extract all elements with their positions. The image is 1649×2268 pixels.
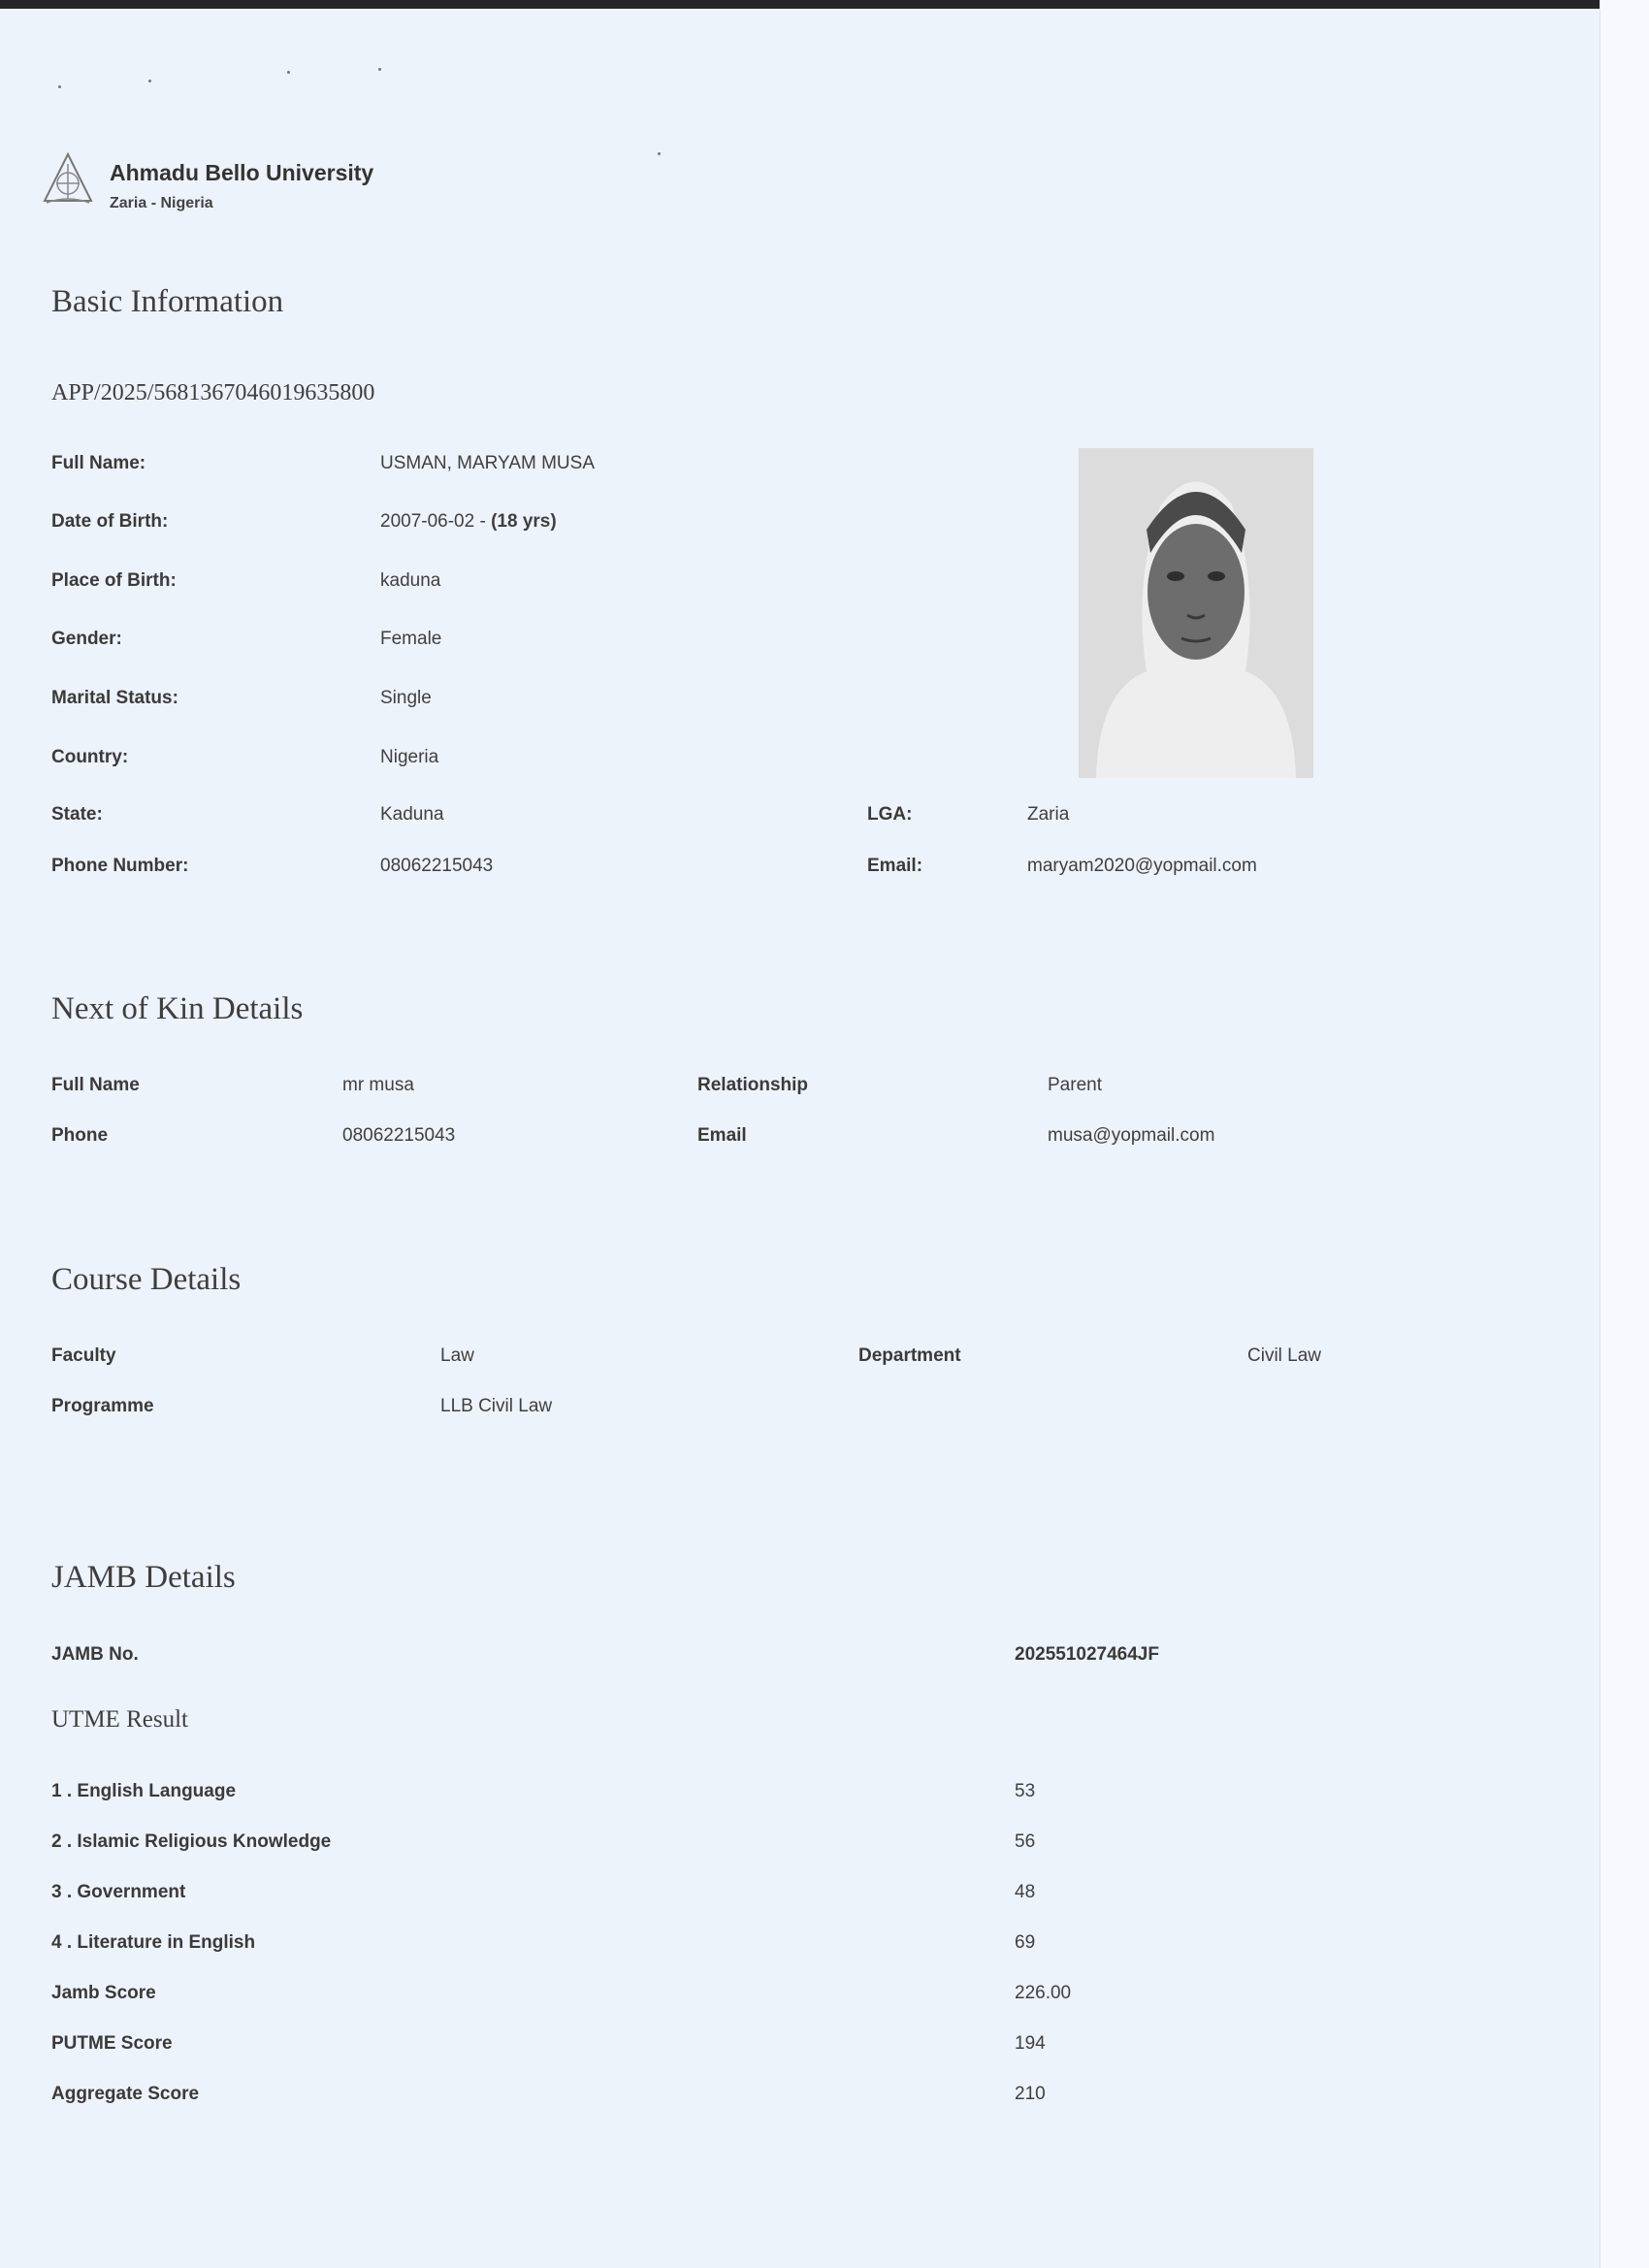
subject-label: 1 . English Language	[51, 1781, 237, 1801]
university-crest-icon	[39, 150, 97, 209]
lga-value: Zaria	[1027, 804, 1070, 825]
country-value: Nigeria	[380, 747, 439, 767]
marital-status-label: Marital Status:	[51, 688, 178, 708]
scan-speck	[287, 71, 290, 74]
subject-label: 3 . Government	[51, 1882, 186, 1902]
subject-score: 48	[1015, 1882, 1036, 1902]
kin-name-value: mr musa	[342, 1075, 414, 1095]
jamb-number-value: 202551027464JF	[1015, 1644, 1159, 1665]
phone-label: Phone Number:	[51, 856, 189, 876]
putme-score-value: 194	[1015, 2033, 1046, 2054]
portrait-silhouette-icon	[1079, 448, 1313, 778]
next-of-kin-heading: Next of Kin Details	[51, 991, 304, 1026]
kin-name-label: Full Name	[51, 1075, 140, 1095]
aggregate-score-label: Aggregate Score	[51, 2084, 200, 2104]
university-location: Zaria - Nigeria	[110, 195, 213, 211]
subject-score: 69	[1015, 1932, 1036, 1953]
subject-label: 4 . Literature in English	[51, 1932, 256, 1953]
kin-relationship-label: Relationship	[697, 1075, 809, 1095]
subject-score: 56	[1015, 1831, 1036, 1852]
email-label: Email:	[867, 856, 923, 876]
jamb-number-label: JAMB No.	[51, 1644, 139, 1665]
subject-label: 2 . Islamic Religious Knowledge	[51, 1831, 332, 1852]
scan-speck	[658, 152, 661, 155]
scan-right-edge	[1600, 0, 1649, 2268]
kin-phone-label: Phone	[51, 1125, 109, 1146]
putme-score-label: PUTME Score	[51, 2033, 173, 2054]
subject-score: 53	[1015, 1781, 1036, 1801]
kin-email-label: Email	[697, 1125, 747, 1146]
jamb-score-value: 226.00	[1015, 1983, 1072, 2003]
aggregate-score-value: 210	[1015, 2084, 1046, 2104]
phone-value: 08062215043	[380, 856, 494, 876]
programme-label: Programme	[51, 1396, 154, 1416]
department-value: Civil Law	[1247, 1345, 1322, 1366]
state-label: State:	[51, 804, 103, 825]
basic-info-heading: Basic Information	[51, 284, 284, 319]
utme-result-heading: UTME Result	[51, 1706, 188, 1733]
lga-label: LGA:	[867, 804, 913, 825]
department-label: Department	[858, 1345, 961, 1366]
programme-value: LLB Civil Law	[440, 1396, 553, 1416]
dob-value	[380, 511, 557, 533]
faculty-value: Law	[440, 1345, 474, 1366]
email-value: maryam2020@yopmail.com	[1027, 856, 1257, 876]
full-name-label: Full Name:	[51, 453, 146, 473]
kin-phone-value: 08062215043	[342, 1125, 456, 1146]
country-label: Country:	[51, 747, 129, 767]
state-value: Kaduna	[380, 804, 444, 825]
dob-age: (18 yrs)	[491, 511, 557, 532]
faculty-label: Faculty	[51, 1345, 116, 1366]
dob-label: Date of Birth:	[51, 511, 169, 532]
application-number: APP/2025/5681367046019635800	[51, 380, 375, 405]
kin-relationship-value: Parent	[1048, 1075, 1102, 1095]
kin-email-value: musa@yopmail.com	[1048, 1125, 1215, 1146]
scan-speck	[378, 68, 381, 71]
jamb-score-label: Jamb Score	[51, 1983, 156, 2003]
pob-label: Place of Birth:	[51, 570, 177, 591]
university-name: Ahmadu Bello University	[110, 160, 374, 185]
gender-value: Female	[380, 629, 442, 649]
pob-value: kaduna	[380, 570, 441, 591]
gender-label: Gender:	[51, 629, 122, 649]
full-name-value: USMAN, MARYAM MUSA	[380, 453, 595, 473]
scan-speck	[58, 85, 61, 88]
dob-date: 2007-06-02 -	[380, 511, 492, 532]
marital-status-value: Single	[380, 688, 432, 708]
scan-top-edge	[0, 0, 1649, 9]
scan-speck	[148, 80, 151, 82]
jamb-details-heading: JAMB Details	[51, 1560, 236, 1595]
applicant-photo	[1079, 448, 1313, 778]
course-details-heading: Course Details	[51, 1262, 242, 1297]
